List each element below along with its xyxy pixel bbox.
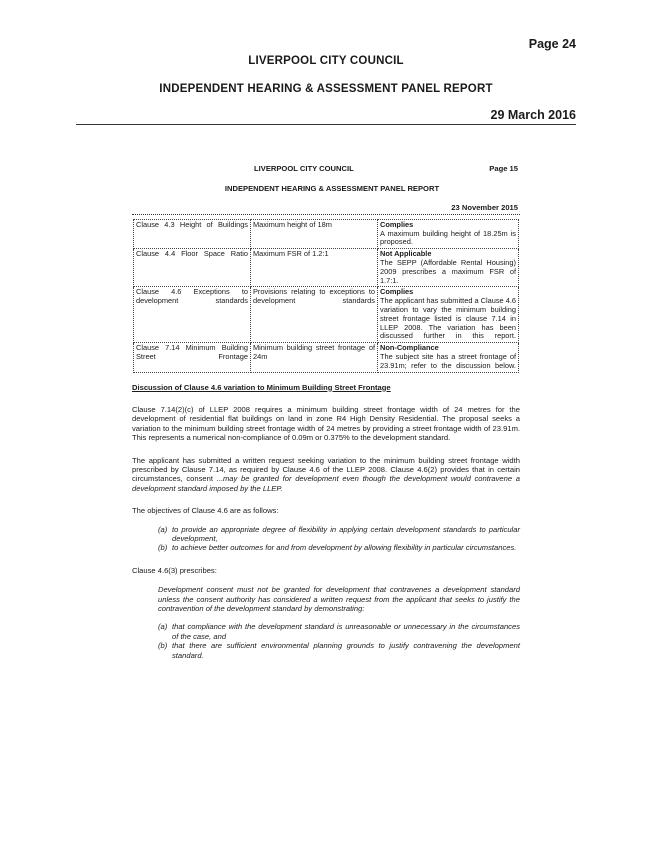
requirement-cell: Maximum FSR of 1.2:1 [251, 249, 378, 287]
status-cell [378, 249, 519, 287]
list-item-label: (b) [158, 641, 168, 651]
clause-cell: Clause 4.3 Height of Buildings [134, 219, 251, 248]
list-item [158, 622, 520, 641]
conditions-list [158, 622, 520, 660]
list-item [158, 525, 520, 544]
clause-cell: Clause 4.6 Exceptions to development standards [134, 287, 251, 343]
inner-council-name: LIVERPOOL CITY COUNCIL [254, 164, 354, 173]
table-row [134, 287, 519, 343]
inner-header [132, 162, 520, 176]
outer-report-title: INDEPENDENT HEARING & ASSESSMENT PANEL REPORT [159, 83, 493, 95]
outer-header-rule [76, 124, 576, 125]
compliance-status: Complies [380, 287, 414, 297]
outer-council-name: LIVERPOOL CITY COUNCIL [248, 55, 404, 67]
objectives-intro: The objectives of Clause 4.6 are as follows: [132, 506, 279, 516]
table-row [134, 249, 519, 287]
paragraph-2-quoted-text: may be granted for development even though the development would contravene a development standard imposed by the LLEP. [132, 474, 520, 493]
list-item-label: (a) [158, 524, 168, 534]
clause-compliance-table [133, 219, 519, 373]
paragraph-2-text: The applicant has submitted a written request seeking variation to the minimum building street frontage width prescribed by Clause 7.14, as required by Clause 4.6 of the LLEP 2008. Clause 4.6(2) provides that in certain circumstances, consent ... [132, 455, 520, 484]
compliance-detail: The applicant has submitted a Clause 4.6 variation to vary the minimum building street frontage listed is clause 7.14 in LLEP 2008. The variation has been discussed further in this report. [380, 296, 516, 341]
prescribes-intro: Clause 4.6(3) prescribes: [132, 565, 217, 575]
compliance-status: Non-Compliance [380, 343, 439, 353]
status-cell [378, 287, 519, 343]
quoted-clause: Development consent must not be granted for development that contravenes a development standard unless the consent authority has considered a written request from the applicant that seeks to justify the contravention of the development standard by demonstrating: [158, 585, 520, 614]
table-row [134, 219, 519, 248]
discussion-paragraph-1: Clause 7.14(2)(c) of LLEP 2008 requires a minimum building street frontage width of 24 metres for the development of residential flat buildings on land in zone R4 High Density Residential. The proposal seeks a variation to the minimum building street frontage width of 24 metres by providing a street frontage width of 23.91m. This represents a numerical non-compliance of 0.09m or 0.375% to the development standard. [132, 404, 520, 443]
compliance-detail: A maximum building height of 18.25m is proposed. [380, 228, 516, 247]
requirement-cell: Provisions relating to exceptions to development standards [251, 287, 378, 343]
compliance-status: Complies [380, 219, 414, 229]
list-item-text: that there are sufficient environmental planning grounds to justify contravening the development standard. [172, 641, 520, 660]
list-item-label: (a) [158, 622, 168, 632]
list-item-text: that compliance with the development standard is unreasonable or unnecessary in the circumstances of the case, and [172, 622, 520, 641]
inner-report-date: 23 November 2015 [451, 203, 518, 213]
list-item [158, 543, 520, 552]
list-item-text: to achieve better outcomes for and from development by allowing flexibility in particular circumstances. [172, 543, 517, 553]
embedded-page [132, 162, 520, 660]
clause-cell: Clause 7.14 Minimum Building Street Frontage [134, 343, 251, 372]
list-item-text: to provide an appropriate degree of flexibility in applying certain development standards to particular development, [172, 524, 520, 544]
status-cell [378, 219, 519, 248]
inner-report-title: INDEPENDENT HEARING & ASSESSMENT PANEL REPORT [224, 184, 440, 193]
compliance-detail: The SEPP (Affordable Rental Housing) 2009 prescribes a maximum FSR of 1.7:1. [380, 258, 516, 285]
discussion-paragraph-2 [132, 456, 520, 494]
status-cell [378, 343, 519, 372]
compliance-status: Not Applicable [380, 249, 432, 259]
outer-report-date: 29 March 2016 [490, 108, 576, 122]
requirement-cell: Maximum height of 18m [251, 219, 378, 248]
requirement-cell: Minimum building street frontage of 24m [251, 343, 378, 372]
inner-header-rule [132, 214, 520, 215]
list-item [158, 641, 520, 660]
outer-page-number: Page 24 [528, 37, 576, 51]
list-item-label: (b) [158, 543, 168, 553]
table-row [134, 343, 519, 372]
compliance-detail: The subject site has a street frontage of 23.91m; refer to the discussion below. [380, 351, 516, 370]
inner-page-number: Page 15 [489, 164, 518, 173]
discussion-heading: Discussion of Clause 4.6 variation to Minimum Building Street Frontage [132, 382, 391, 392]
objectives-list [158, 525, 520, 553]
clause-cell: Clause 4.4 Floor Space Ratio [134, 249, 251, 287]
